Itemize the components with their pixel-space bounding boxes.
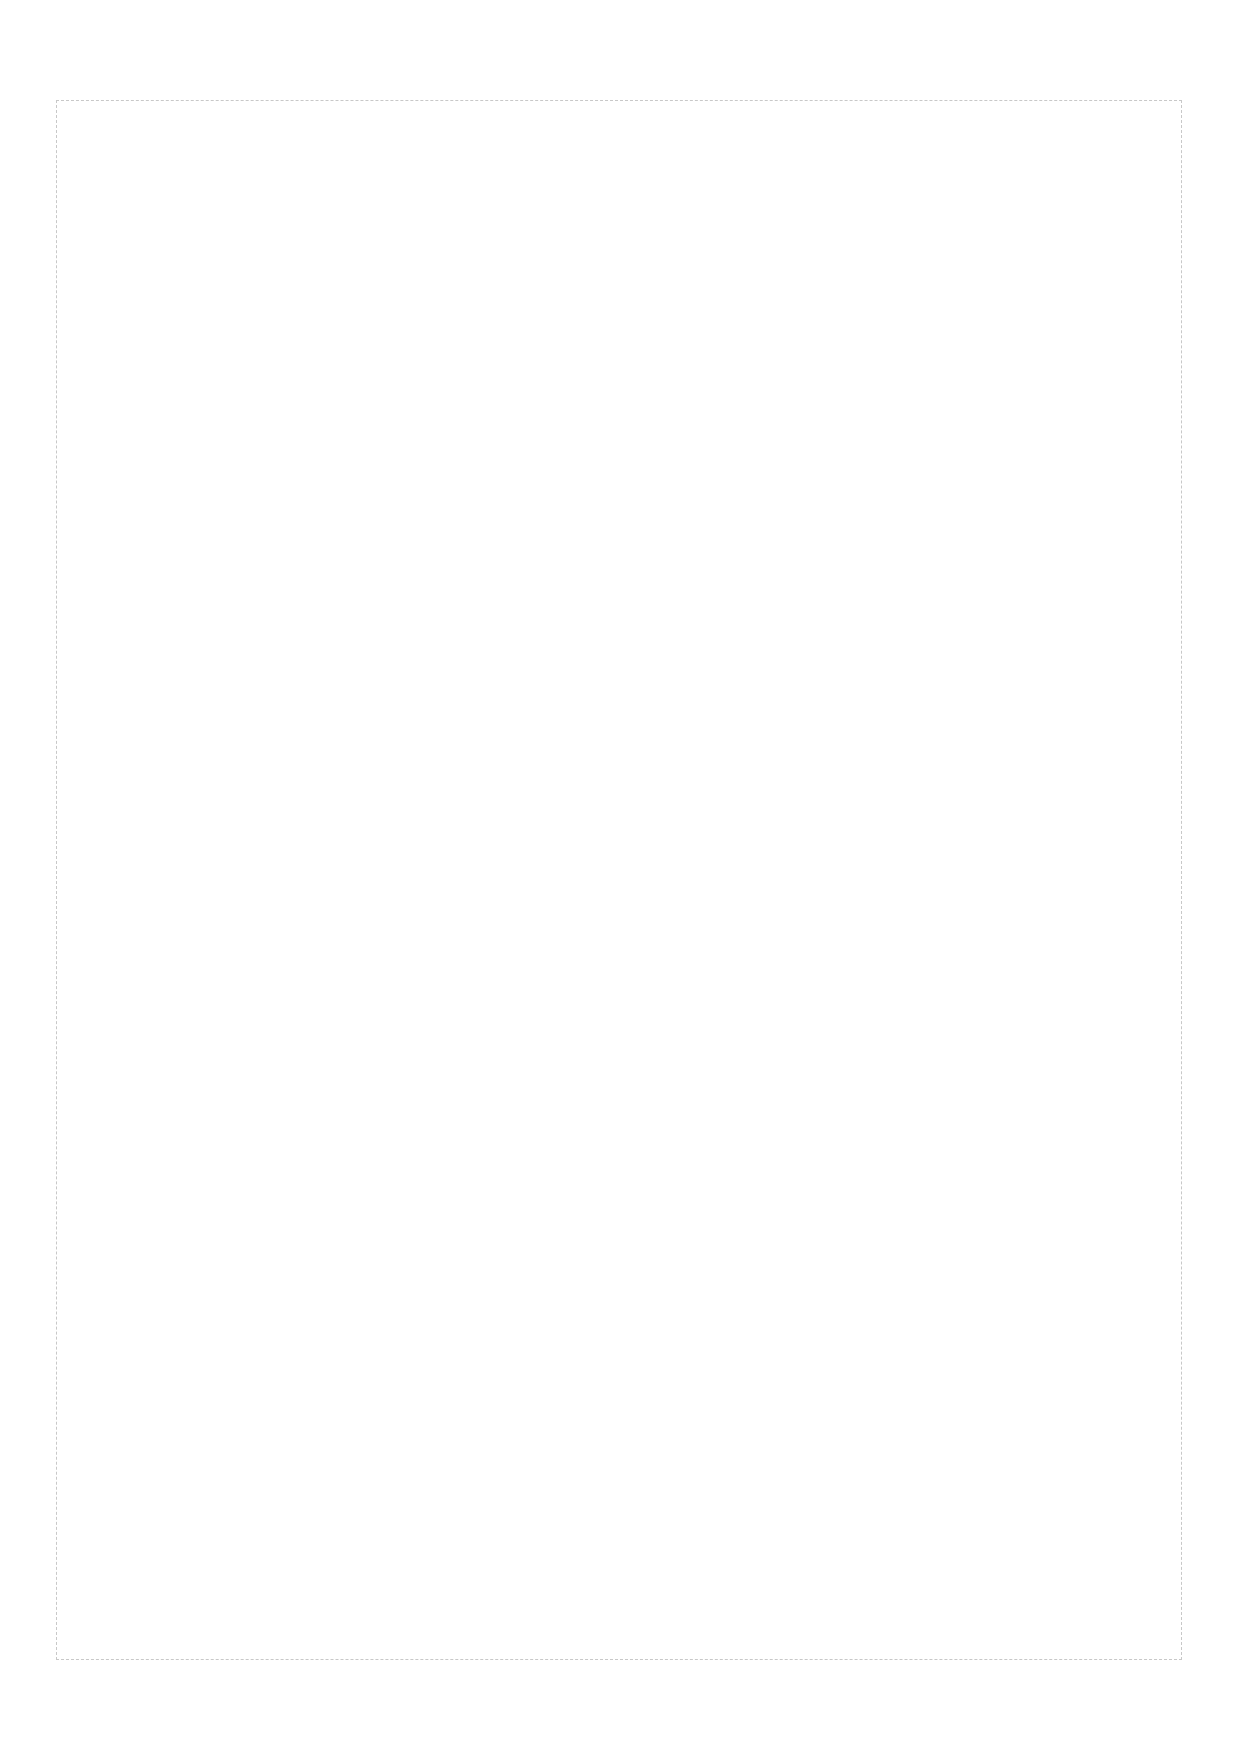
page-title [56, 48, 1182, 76]
content-area [56, 100, 1182, 1660]
